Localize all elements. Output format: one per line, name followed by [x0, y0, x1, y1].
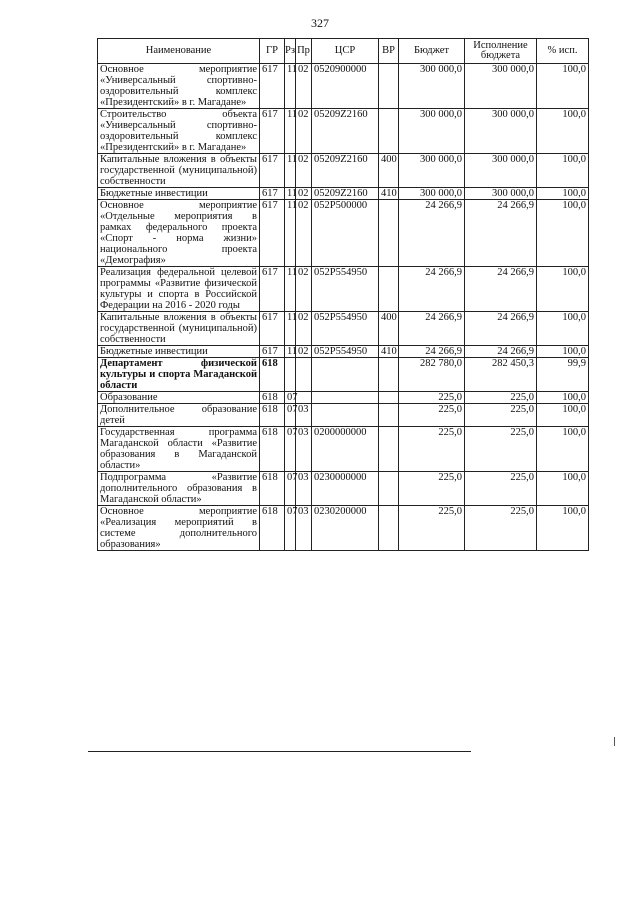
- cell-rz: 07: [285, 404, 296, 427]
- cell-gr: 617: [260, 109, 285, 154]
- cell-percent: 100,0: [537, 404, 589, 427]
- cell-vr: [379, 267, 399, 312]
- cell-gr: 617: [260, 188, 285, 200]
- cell-vr: [379, 200, 399, 267]
- cell-vr: [379, 472, 399, 506]
- cell-pr: 03: [296, 404, 312, 427]
- table-row: [98, 404, 589, 427]
- cell-vr: [379, 64, 399, 109]
- table-body: [98, 64, 589, 551]
- cell-budget: 24 266,9: [399, 200, 465, 267]
- cell-percent: 99,9: [537, 358, 589, 392]
- cell-execution: 300 000,0: [465, 188, 537, 200]
- cell-csr: 052P554950: [312, 312, 379, 346]
- cell-csr: 05209Z2160: [312, 109, 379, 154]
- cell-gr: 618: [260, 404, 285, 427]
- cell-name: Бюджетные инвестиции: [98, 346, 260, 358]
- cell-percent: 100,0: [537, 472, 589, 506]
- page-number: 327: [311, 16, 329, 30]
- cell-csr: 052P500000: [312, 200, 379, 267]
- cell-percent: 100,0: [537, 188, 589, 200]
- cell-budget: 282 780,0: [399, 358, 465, 392]
- cell-rz: 11: [285, 312, 296, 346]
- cell-execution: 225,0: [465, 404, 537, 427]
- cell-pr: 02: [296, 154, 312, 188]
- cell-execution: 24 266,9: [465, 200, 537, 267]
- cell-csr: 0520900000: [312, 64, 379, 109]
- cell-csr: 052P554950: [312, 267, 379, 312]
- cell-gr: 618: [260, 427, 285, 472]
- cell-name: Капитальные вложения в объекты государственной (муниципальной) собственности: [98, 154, 260, 188]
- cell-gr: 617: [260, 346, 285, 358]
- cell-pr: [296, 358, 312, 392]
- table-row: [98, 64, 589, 109]
- table-row: [98, 358, 589, 392]
- cell-budget: 300 000,0: [399, 154, 465, 188]
- cell-name: Образование: [98, 392, 260, 404]
- table-row: [98, 506, 589, 551]
- cell-name: Государственная программа Магаданской области «Развитие образования в Магаданской области»: [98, 427, 260, 472]
- cell-percent: 100,0: [537, 392, 589, 404]
- header-gr: ГР: [260, 39, 285, 64]
- cell-percent: 100,0: [537, 346, 589, 358]
- cell-gr: 617: [260, 154, 285, 188]
- cell-pr: [296, 392, 312, 404]
- cell-execution: 225,0: [465, 472, 537, 506]
- cell-name: Подпрограмма «Развитие дополнительного образования в Магаданской области»: [98, 472, 260, 506]
- cell-rz: 07: [285, 472, 296, 506]
- table-header-row: [98, 39, 589, 64]
- cell-vr: 400: [379, 312, 399, 346]
- cell-csr: [312, 358, 379, 392]
- cell-budget: 225,0: [399, 472, 465, 506]
- cell-vr: 410: [379, 188, 399, 200]
- cell-vr: [379, 109, 399, 154]
- cell-vr: [379, 427, 399, 472]
- cell-csr: 05209Z2160: [312, 154, 379, 188]
- cell-pr: 02: [296, 64, 312, 109]
- cell-budget: 225,0: [399, 392, 465, 404]
- cell-pr: 02: [296, 200, 312, 267]
- footer-rule: [88, 751, 471, 752]
- cell-vr: [379, 392, 399, 404]
- cell-budget: 300 000,0: [399, 109, 465, 154]
- table-row: [98, 267, 589, 312]
- cell-execution: 225,0: [465, 506, 537, 551]
- cell-rz: 11: [285, 109, 296, 154]
- cell-rz: [285, 358, 296, 392]
- cell-pr: 02: [296, 312, 312, 346]
- cell-budget: 300 000,0: [399, 64, 465, 109]
- cell-gr: 618: [260, 506, 285, 551]
- cell-budget: 225,0: [399, 427, 465, 472]
- cell-csr: 0230200000: [312, 506, 379, 551]
- table-row: [98, 392, 589, 404]
- cell-budget: 24 266,9: [399, 312, 465, 346]
- cell-name: Капитальные вложения в объекты государственной (муниципальной) собственности: [98, 312, 260, 346]
- header-rz: Рз: [285, 39, 296, 64]
- cell-budget: 24 266,9: [399, 346, 465, 358]
- cell-execution: 282 450,3: [465, 358, 537, 392]
- cell-csr: [312, 392, 379, 404]
- cell-rz: 11: [285, 188, 296, 200]
- cell-vr: [379, 506, 399, 551]
- cell-vr: 410: [379, 346, 399, 358]
- cell-budget: 24 266,9: [399, 267, 465, 312]
- cell-rz: 11: [285, 200, 296, 267]
- cell-name: Основное мероприятие «Реализация мероприятий в системе дополнительного образования»: [98, 506, 260, 551]
- cell-name: Строительство объекта «Универсальный спортивно-оздоровительный комплекс «Президентский» в г. Магадане»: [98, 109, 260, 154]
- cell-percent: 100,0: [537, 267, 589, 312]
- cell-vr: [379, 404, 399, 427]
- cell-budget: 300 000,0: [399, 188, 465, 200]
- cell-vr: 400: [379, 154, 399, 188]
- cell-name: Основное мероприятие «Универсальный спортивно-оздоровительный комплекс «Президентский» в г. Магадане»: [98, 64, 260, 109]
- cell-percent: 100,0: [537, 427, 589, 472]
- cell-csr: 05209Z2160: [312, 188, 379, 200]
- cell-rz: 11: [285, 64, 296, 109]
- cell-gr: 618: [260, 358, 285, 392]
- cell-percent: 100,0: [537, 506, 589, 551]
- cell-name: Департамент физической культуры и спорта Магаданской области: [98, 358, 260, 392]
- table-row: [98, 109, 589, 154]
- cell-execution: 24 266,9: [465, 312, 537, 346]
- cell-execution: 225,0: [465, 427, 537, 472]
- cell-csr: 0200000000: [312, 427, 379, 472]
- table-row: [98, 472, 589, 506]
- header-name: Наименование: [98, 39, 260, 64]
- header-budget: Бюджет: [399, 39, 465, 64]
- cell-budget: 225,0: [399, 404, 465, 427]
- cell-execution: 300 000,0: [465, 154, 537, 188]
- cell-csr: 052P554950: [312, 346, 379, 358]
- cell-execution: 225,0: [465, 392, 537, 404]
- cell-pr: 02: [296, 188, 312, 200]
- cell-execution: 300 000,0: [465, 64, 537, 109]
- cell-percent: 100,0: [537, 200, 589, 267]
- header-vr: ВР: [379, 39, 399, 64]
- budget-table: [97, 38, 589, 551]
- cell-csr: 0230000000: [312, 472, 379, 506]
- cell-rz: 11: [285, 267, 296, 312]
- cell-rz: 07: [285, 427, 296, 472]
- table-row: [98, 346, 589, 358]
- table-row: [98, 154, 589, 188]
- cell-name: Дополнительное образование детей: [98, 404, 260, 427]
- table-row: [98, 427, 589, 472]
- cell-percent: 100,0: [537, 312, 589, 346]
- cell-gr: 617: [260, 200, 285, 267]
- cell-name: Основное мероприятие «Отдельные мероприятия в рамках федерального проекта «Спорт - норма жизни» национального проекта «Демография»: [98, 200, 260, 267]
- cell-name: Реализация федеральной целевой программы «Развитие физической культуры и спорта в Российской Федерации на 2016 - 2020 годы: [98, 267, 260, 312]
- cell-gr: 618: [260, 392, 285, 404]
- table-row: [98, 200, 589, 267]
- cell-pr: 02: [296, 346, 312, 358]
- cell-csr: [312, 404, 379, 427]
- cell-percent: 100,0: [537, 109, 589, 154]
- cell-execution: 300 000,0: [465, 109, 537, 154]
- cell-gr: 617: [260, 267, 285, 312]
- cell-pr: 02: [296, 267, 312, 312]
- cell-percent: 100,0: [537, 154, 589, 188]
- cell-rz: 11: [285, 346, 296, 358]
- cell-gr: 618: [260, 472, 285, 506]
- cell-gr: 617: [260, 312, 285, 346]
- margin-mark: [614, 737, 615, 746]
- cell-percent: 100,0: [537, 64, 589, 109]
- cell-pr: 03: [296, 427, 312, 472]
- header-csr: ЦСР: [312, 39, 379, 64]
- cell-name: Бюджетные инвестиции: [98, 188, 260, 200]
- cell-budget: 225,0: [399, 506, 465, 551]
- cell-rz: 07: [285, 392, 296, 404]
- cell-pr: 03: [296, 506, 312, 551]
- table-row: [98, 188, 589, 200]
- cell-execution: 24 266,9: [465, 267, 537, 312]
- table-row: [98, 312, 589, 346]
- cell-pr: 03: [296, 472, 312, 506]
- header-percent: % исп.: [537, 39, 589, 64]
- cell-gr: 617: [260, 64, 285, 109]
- header-pr: Пр: [296, 39, 312, 64]
- cell-pr: 02: [296, 109, 312, 154]
- cell-rz: 11: [285, 154, 296, 188]
- header-execution: Исполнение бюджета: [465, 39, 537, 64]
- cell-rz: 07: [285, 506, 296, 551]
- cell-vr: [379, 358, 399, 392]
- cell-execution: 24 266,9: [465, 346, 537, 358]
